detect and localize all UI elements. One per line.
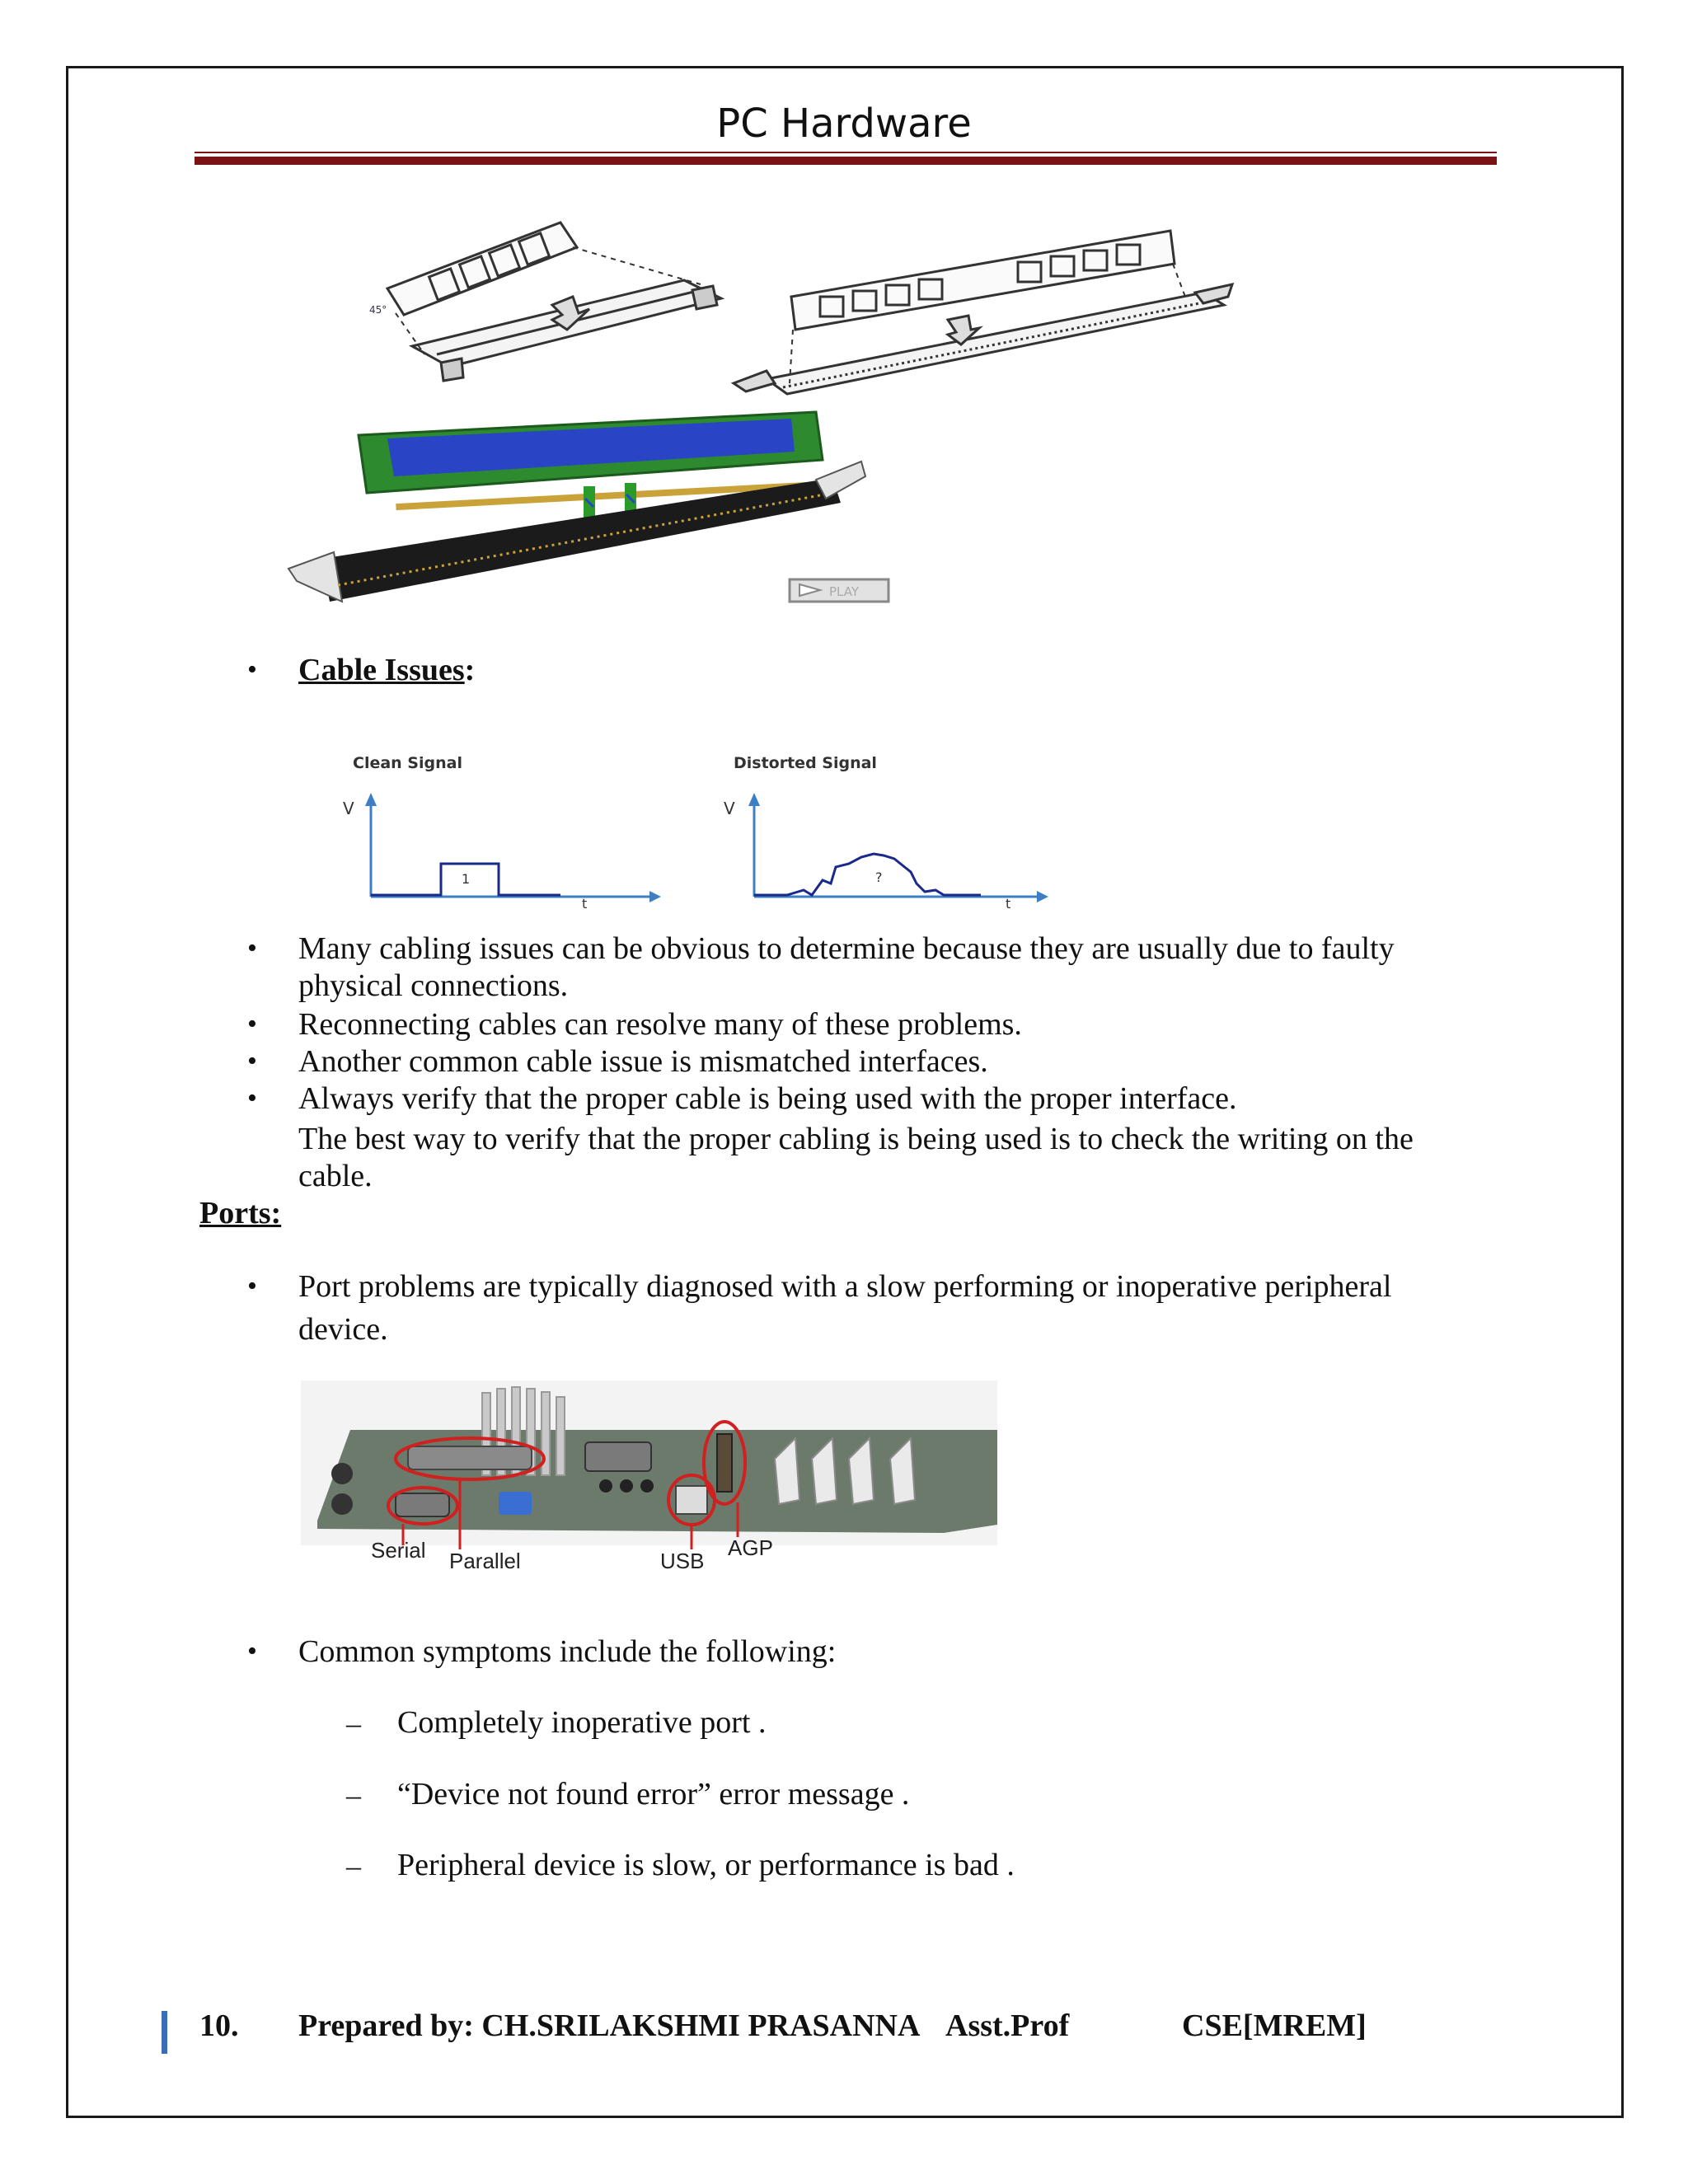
footer-page-number: 10. — [199, 2008, 239, 2043]
dash-marker: – — [346, 1849, 361, 1882]
symptom-3: Peripheral device is slow, or performance is bad . — [397, 1848, 1015, 1882]
dash-marker: – — [346, 1707, 361, 1740]
clean-pulse-label: 1 — [462, 871, 471, 887]
ports-bullet-1-line-2: device. — [298, 1312, 388, 1347]
agp-label: AGP — [728, 1535, 773, 1560]
cable-bullet-4: Always verify that the proper cable is being used with the proper interface. — [298, 1081, 1237, 1116]
distorted-signal-title: Distorted Signal — [734, 754, 877, 772]
svg-text:45°: 45° — [369, 304, 387, 316]
header-rule-thick — [195, 157, 1497, 165]
distorted-signal-line — [754, 854, 981, 895]
distorted-x-axis-label: t — [1006, 896, 1011, 912]
ram-installation-illustration — [272, 214, 1261, 610]
bullet-dot: • — [247, 933, 257, 963]
cable-bullet-1: Many cabling issues can be obvious to determine because they are usually due to faulty — [298, 931, 1395, 966]
bullet-dot: • — [247, 654, 257, 685]
footer-prepared-by: Prepared by: CH.SRILAKSHMI PRASANNA — [298, 2008, 921, 2043]
symptoms-intro: Common symptoms include the following: — [298, 1634, 837, 1669]
cable-bullet-2: Reconnecting cables can resolve many of these problems. — [298, 1007, 1022, 1042]
clean-x-axis-label: t — [582, 896, 588, 912]
cable-paragraph-line-2: cable. — [298, 1159, 373, 1193]
agp-slot — [717, 1434, 732, 1492]
sdram-module-left — [387, 223, 721, 381]
motherboard-ports-photo — [301, 1380, 997, 1582]
cable-paragraph-line-1: The best way to verify that the proper cabling is being used is to check the writing on the — [298, 1122, 1414, 1156]
symptom-2: “Device not found error” error message . — [397, 1777, 910, 1811]
ram-installation-figure — [272, 214, 1261, 610]
clean-signal-title: Clean Signal — [353, 754, 462, 772]
distorted-pulse-label: ? — [875, 869, 883, 885]
footer-role: Asst.Prof — [945, 2008, 1070, 2043]
cable-bullet-3: Another common cable issue is mismatched interfaces. — [298, 1044, 988, 1079]
footer-dept: CSE[MREM] — [1182, 2008, 1367, 2043]
ports-bullet-1-line-1: Port problems are typically diagnosed with a slow performing or inoperative peripheral — [298, 1269, 1392, 1304]
bullet-dot: • — [247, 1083, 257, 1113]
serial-port — [396, 1493, 449, 1516]
header-rule-thin — [195, 152, 1497, 153]
motherboard-ports-illustration — [301, 1380, 997, 1582]
bullet-dot: • — [247, 1271, 257, 1301]
cable-bullet-1-continuation: physical connections. — [298, 968, 569, 1003]
page-header-title: PC Hardware — [716, 101, 972, 147]
clean-y-axis-label: V — [343, 799, 354, 818]
symptom-1: Completely inoperative port . — [397, 1705, 767, 1740]
play-label: PLAY — [829, 584, 860, 599]
ports-heading: Ports: — [199, 1196, 282, 1230]
signal-diagram — [330, 742, 1071, 919]
cable-issues-heading-text: Cable Issues — [298, 653, 465, 687]
bullet-dot: • — [247, 1636, 257, 1666]
bullet-dot: • — [247, 1009, 257, 1039]
distorted-y-axis-label: V — [724, 799, 735, 818]
dimm-module-right — [734, 231, 1232, 394]
parallel-port — [408, 1446, 532, 1469]
play-button — [790, 579, 889, 602]
dash-marker: – — [346, 1779, 361, 1811]
cable-issues-heading-colon: : — [464, 653, 476, 687]
clean-axes — [365, 793, 661, 902]
bullet-dot: • — [247, 1046, 257, 1076]
serial-label: Serial — [371, 1538, 426, 1563]
distorted-axes — [748, 793, 1048, 902]
footer-accent-bar — [162, 2011, 167, 2054]
cable-issues-heading — [298, 651, 475, 689]
signal-diagram-svg — [330, 742, 1071, 919]
usb-label: USB — [660, 1549, 705, 1573]
usb-ports — [676, 1486, 707, 1514]
parallel-label: Parallel — [449, 1549, 521, 1573]
